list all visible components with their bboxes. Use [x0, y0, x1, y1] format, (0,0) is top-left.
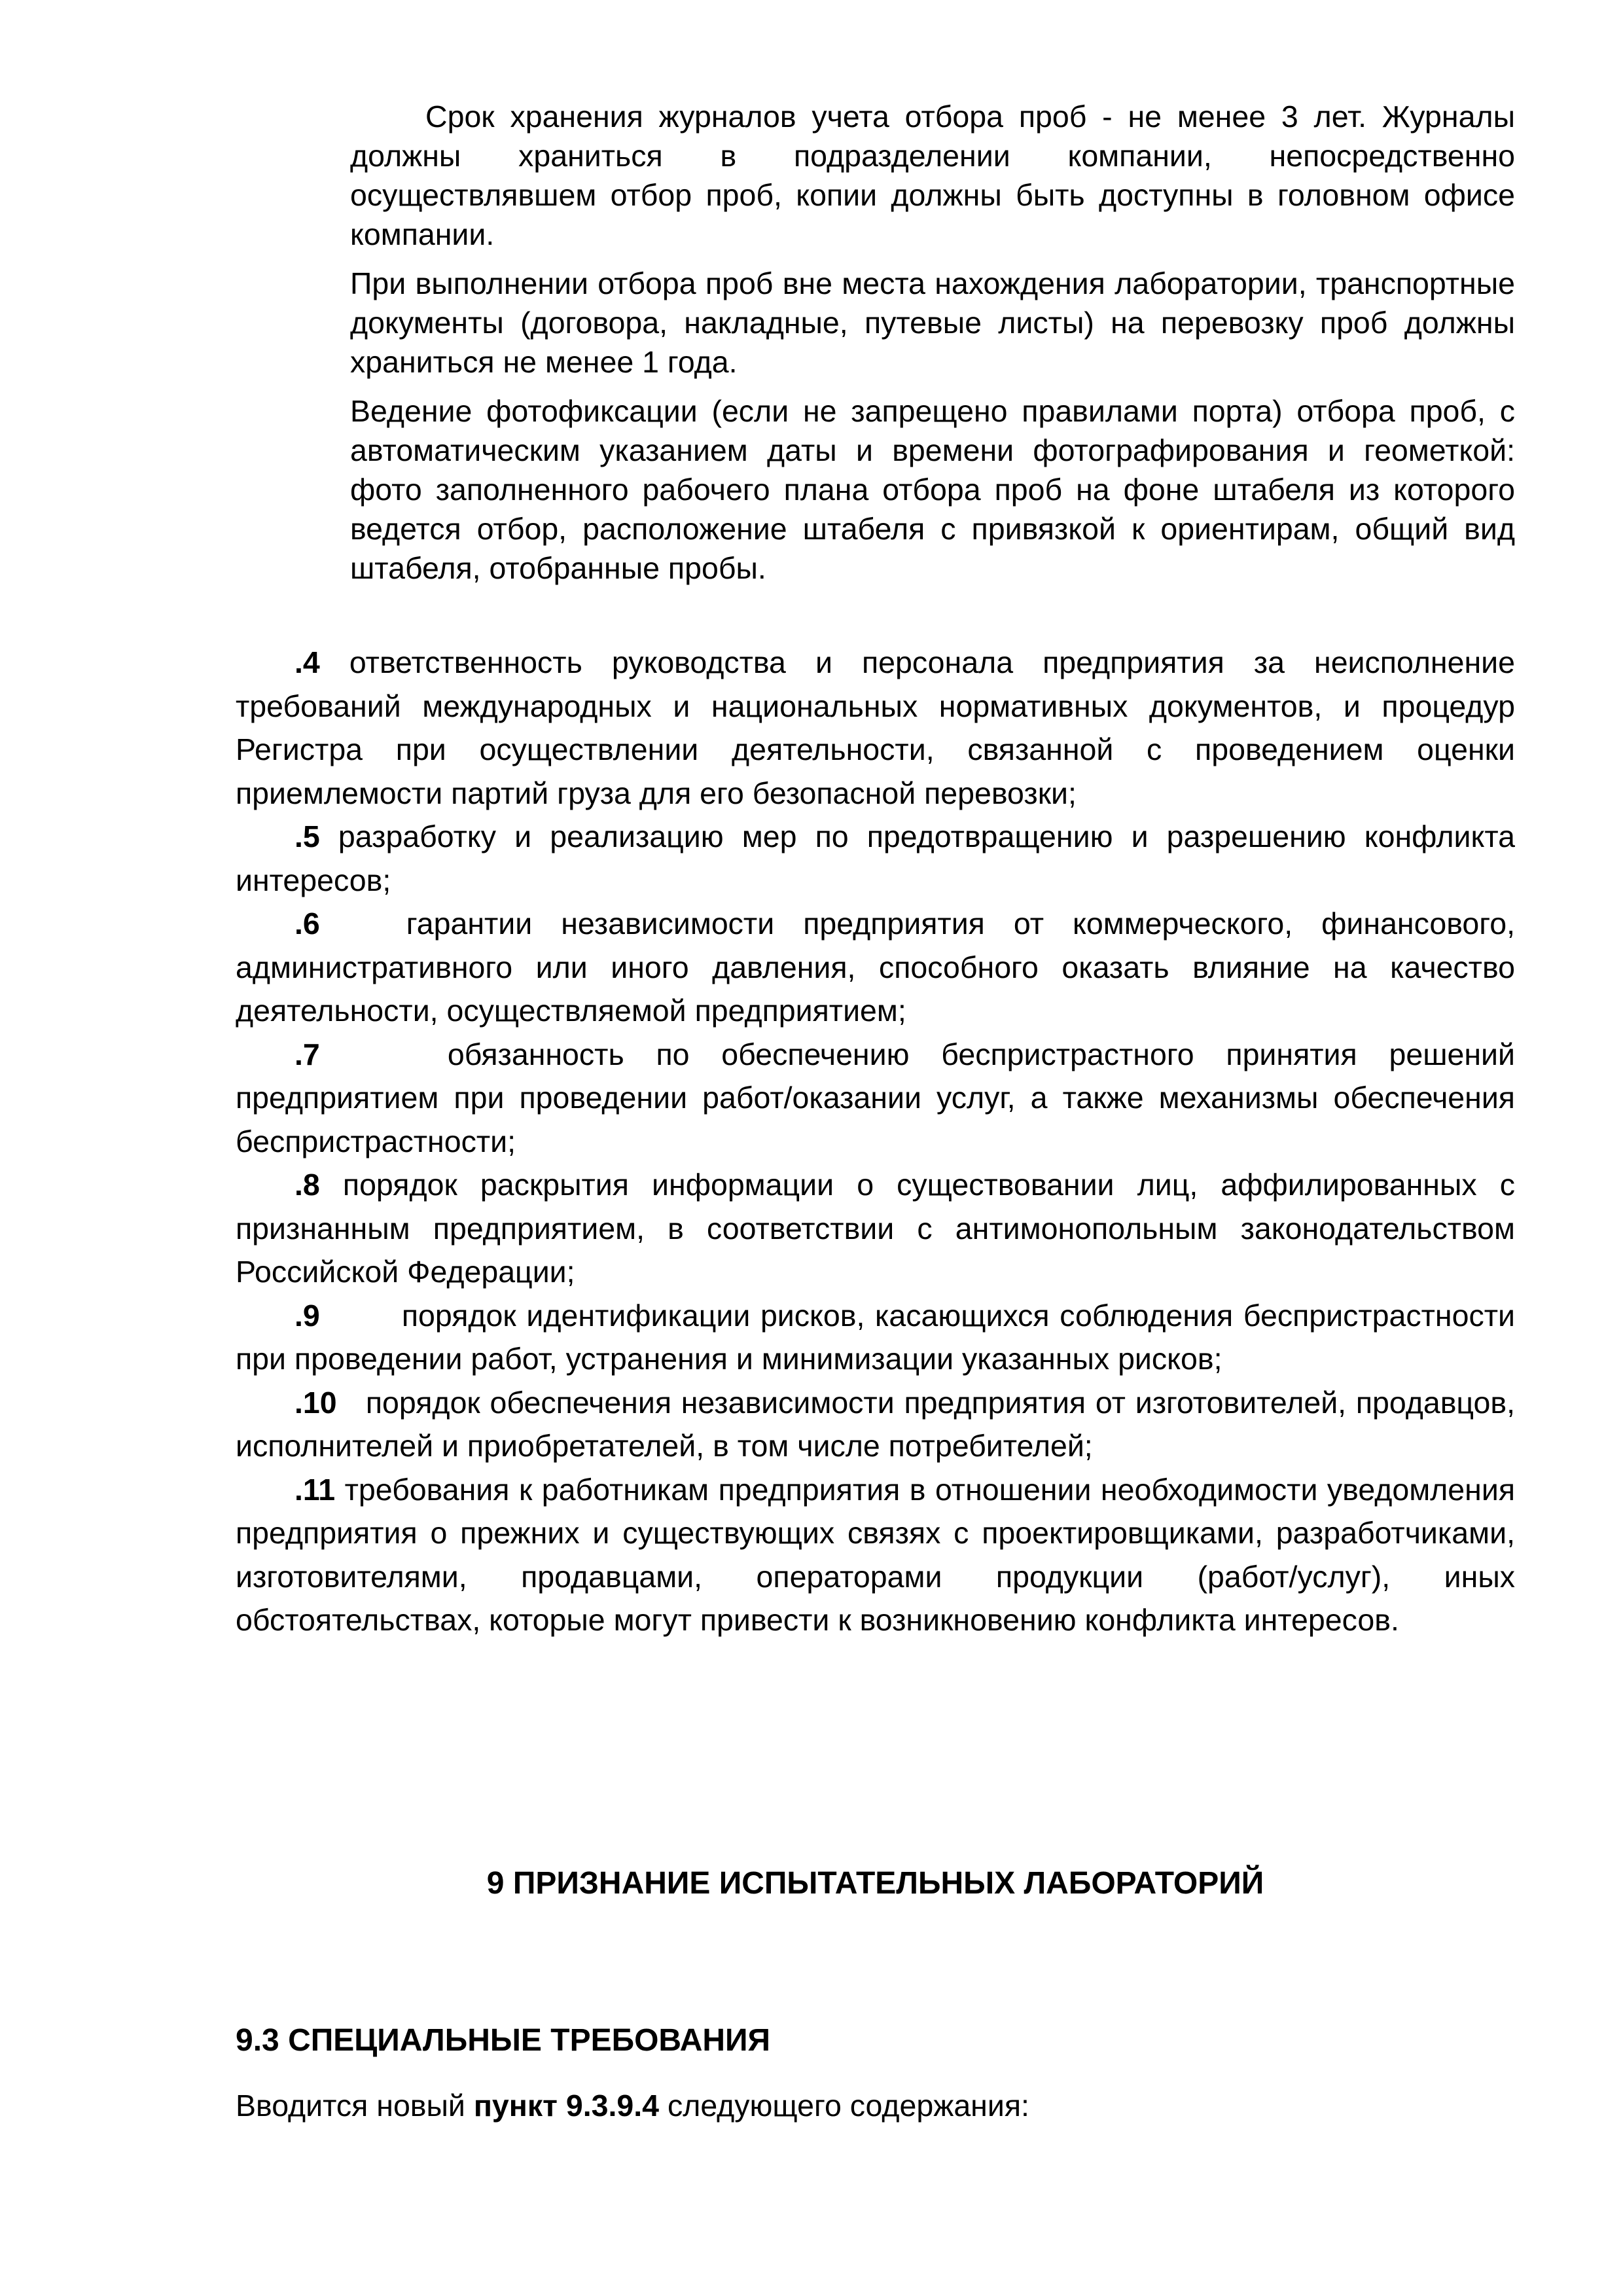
item-text: порядок обеспечения независимости предприятия от изготовителей, продавцов, исполнителей и приобретателей, в том числе потребителей; — [236, 1385, 1515, 1463]
item-number: .9 — [294, 1298, 320, 1333]
storage-requirements-block — [350, 97, 1515, 588]
item-number: .4 — [294, 645, 320, 679]
item-text: порядок идентификации рисков, касающихся соблюдения беспристрастности при проведении работ, устранения и минимизации указанных рисков; — [236, 1298, 1515, 1376]
subsection-title: 9.3 СПЕЦИАЛЬНЫЕ ТРЕБОВАНИЯ — [236, 2023, 771, 2058]
paragraph-photo-recording: Ведение фотофиксации (если не запрещено правилами порта) отбора проб, с автоматическим указанием даты и времени фотографирования и геометкой: фото заполненного рабочего плана отбора проб на фоне штабеля из которого ведется отбор, расположение штабеля с привязкой к ориентирам, общий вид штабеля, отобранные пробы. — [350, 394, 1515, 585]
list-item-4 — [236, 641, 1515, 815]
paragraph-transport-documents: При выполнении отбора проб вне места нахождения лаборатории, транспортные документы (договора, накладные, путевые листы) на перевозку проб должны храниться не менее 1 года. — [350, 266, 1515, 379]
responsibility-items-list — [236, 641, 1515, 1642]
list-item-11 — [236, 1468, 1515, 1642]
item-text: обязанность по обеспечению беспристрастного принятия решений предприятием при проведении работ/оказании услуг, а также механизмы обеспечения беспристрастности; — [236, 1037, 1515, 1158]
item-text: порядок раскрытия информации о существовании лиц, аффилированных с признанным предприятием, в соответствии с антимонопольным законодательством Российской Федерации; — [236, 1168, 1515, 1289]
list-item-5 — [236, 815, 1515, 902]
paragraph-journal-storage: Срок хранения журналов учета отбора проб - не менее 3 лет. Журналы должны храниться в подразделении компании, непосредственно осуществлявшем отбор проб, копии должны быть доступны в головном офисе компании. — [350, 99, 1515, 251]
list-item-6 — [236, 902, 1515, 1033]
item-number: .7 — [294, 1037, 320, 1071]
list-item-9 — [236, 1294, 1515, 1381]
item-text: гарантии независимости предприятия от коммерческого, финансового, административного или иного давления, способного оказать влияние на качество деятельности, осуществляемой предприятием; — [236, 906, 1515, 1028]
intro-clause-reference: пункт 9.3.9.4 — [473, 2089, 660, 2123]
item-text: разработку и реализацию мер по предотвращению и разрешению конфликта интересов; — [236, 819, 1515, 897]
item-text: требования к работникам предприятия в отношении необходимости уведомления предприятия о прежних и существующих связях с проектировщиками, разработчиками, изготовителями, продавцами, операторами продукции (работ/услуг), иных обстоятельствах, которые могут привести к возникновению конфликта интересов. — [236, 1472, 1515, 1637]
item-number: .8 — [294, 1168, 320, 1202]
item-number: .10 — [294, 1385, 337, 1420]
item-number: .6 — [294, 906, 320, 941]
list-item-10 — [236, 1381, 1515, 1468]
item-text: ответственность руководства и персонала предприятия за неисполнение требований международных и национальных нормативных документов, и процедур Регистра при осуществлении деятельности, связанной с проведением оценки приемлемости партий груза для его безопасной перевозки; — [236, 645, 1515, 810]
new-clause-intro — [236, 2086, 1515, 2125]
section-title: 9 ПРИЗНАНИЕ ИСПЫТАТЕЛЬНЫХ ЛАБОРАТОРИЙ — [486, 1866, 1264, 1901]
intro-suffix: следующего содержания: — [659, 2089, 1029, 2123]
list-item-7 — [236, 1033, 1515, 1164]
list-item-8 — [236, 1163, 1515, 1294]
item-number: .11 — [294, 1472, 336, 1507]
intro-prefix: Вводится новый — [236, 2089, 474, 2123]
item-number: .5 — [294, 819, 320, 853]
